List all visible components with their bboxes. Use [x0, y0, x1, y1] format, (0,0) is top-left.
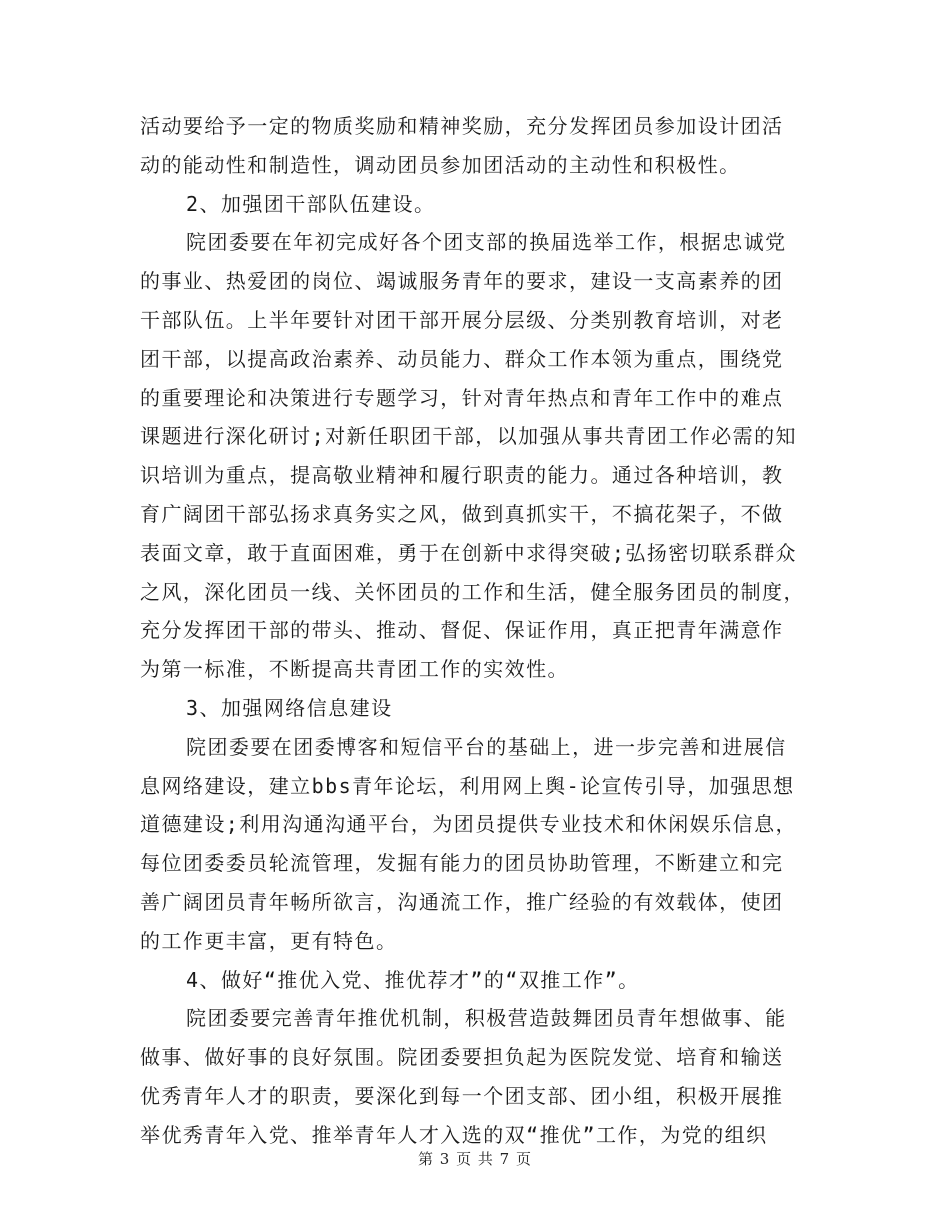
text-line: 活动要给予一定的物质奖励和精神奖励，充分发挥团员参加设计团活: [140, 114, 784, 138]
text-line: 之风，深化团员一线、关怀团员的工作和生活，健全服务团员的制度，: [140, 579, 805, 604]
text-line: 的事业、热爱团的岗位、竭诚服务青年的要求，建设一支高素养的团: [140, 269, 784, 294]
text-line: 每位团委委员轮流管理，发掘有能力的团员协助管理，不断建立和完: [140, 851, 784, 876]
text-line: 动的能动性和制造性，调动团员参加团活动的主动性和积极性。: [140, 152, 741, 177]
text-line: 院团委要在年初完成好各个团支部的换届选举工作，根据忠诚党: [186, 230, 787, 255]
text-line: 课题进行深化研讨;对新任职团干部，以加强从事共青团工作必需的知: [140, 424, 797, 449]
text-line: 的工作更丰富，更有特色。: [140, 928, 398, 953]
text-line: 3、加强网络信息建设: [186, 695, 393, 720]
text-line: 4、做好“推优入党、推优荐才”的“双推工作”。: [186, 967, 640, 992]
text-line: 为第一标准，不断提高共青团工作的实效性。: [140, 657, 569, 682]
text-line: 团干部，以提高政治素养、动员能力、群众工作本领为重点，围绕党: [140, 346, 784, 371]
text-line: 的重要理论和决策进行专题学习，针对青年热点和青年工作中的难点: [140, 385, 784, 410]
text-line: 院团委要在团委博客和短信平台的基础上，进一步完善和进展信: [186, 734, 787, 759]
text-line: 院团委要完善青年推优机制，积极营造鼓舞团员青年想做事、能: [186, 1006, 787, 1031]
text-line: 优秀青年人才的职责，要深化到每一个团支部、团小组，积极开展推: [140, 1083, 784, 1108]
document-body: [140, 107, 815, 1155]
page-number-footer: 第 3 页 共 7 页: [418, 1150, 532, 1168]
text-line: 干部队伍。上半年要针对团干部开展分层级、分类别教育培训，对老: [140, 307, 784, 332]
text-line: 育广阔团干部弘扬求真务实之风，做到真抓实干，不搞花架子，不做: [140, 501, 784, 526]
text-line: 举优秀青年入党、推举青年人才入选的双“推优”工作，为党的组织: [140, 1122, 768, 1147]
text-line: 道德建设;利用沟通沟通平台，为团员提供专业技术和休闲娱乐信息，: [140, 812, 797, 837]
text-line: 善广阔团员青年畅所欲言，沟通流工作，推广经验的有效载体，使团: [140, 889, 784, 914]
text-line: 2、加强团干部队伍建设。: [186, 191, 436, 216]
text-line: 息网络建设，建立bbs青年论坛，利用网上舆-论宣传引导，加强思想: [140, 773, 795, 798]
text-line: 识培训为重点，提高敬业精神和履行职责的能力。通过各种培训，教: [140, 463, 784, 488]
text-line: 做事、做好事的良好氛围。院团委要担负起为医院发觉、培育和输送: [140, 1045, 784, 1070]
text-line: 充分发挥团干部的带头、推动、督促、保证作用，真正把青年满意作: [140, 618, 784, 643]
text-line: 表面文章，敢于直面困难，勇于在创新中求得突破;弘扬密切联系群众: [140, 540, 797, 565]
